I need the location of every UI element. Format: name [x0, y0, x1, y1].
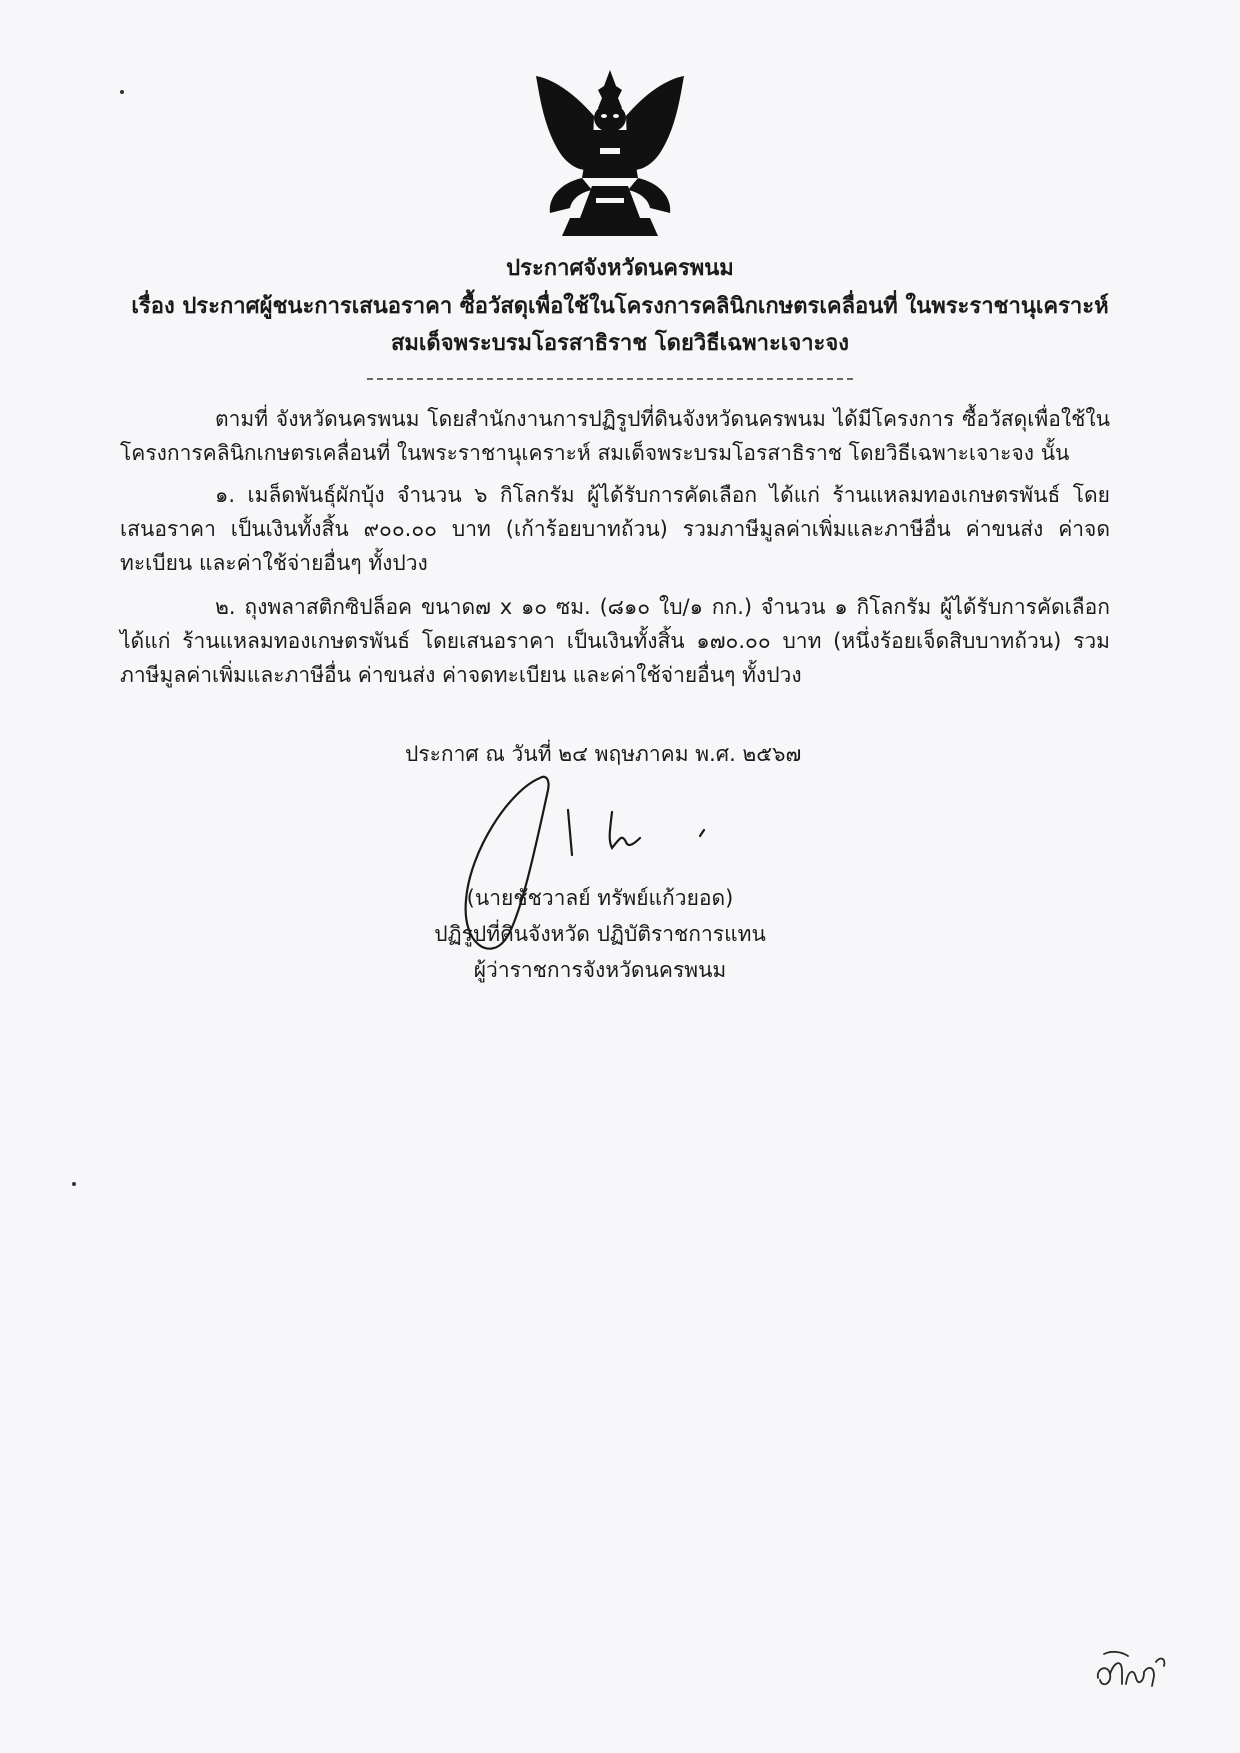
header-divider	[367, 378, 853, 380]
item-2-paragraph: ๒. ถุงพลาสติกซิปล็อค ขนาด๗ x ๑๐ ซม. (๘๑๐ ใบ/๑ กก.) จำนวน ๑ กิโลกรัม ผู้ได้รับการคัดเลือก ได้แก่ ร้านแหลมทองเกษตรพันธ์ โดยเสนอราคา เป็นเงินทั้งสิ้น ๑๗๐.๐๐ บาท (หนึ่งร้อยเจ็ดสิบบาทถ้วน) รวมภาษีมูลค่าเพิ่มและภาษีอื่น ค่าขนส่ง ค่าจดทะเบียน และค่าใช้จ่ายอื่นๆ ทั้งปวง	[120, 595, 1110, 687]
announcement-date: ประกาศ ณ วันที่ ๒๔ พฤษภาคม พ.ศ. ๒๕๖๗	[405, 742, 802, 766]
signatory-block	[420, 880, 780, 988]
announcement-title: ประกาศจังหวัดนครพนม	[506, 256, 734, 281]
item-1-paragraph: ๑. เมล็ดพันธุ์ผักบุ้ง จำนวน ๖ กิโลกรัม ผู้ได้รับการคัดเลือก ได้แก่ ร้านแหลมทองเกษตรพันธ์ โดยเสนอราคา เป็นเงินทั้งสิ้น ๙๐๐.๐๐ บาท (เก้าร้อยบาทถ้วน) รวมภาษีมูลค่าเพิ่มและภาษีอื่น ค่าขนส่ง ค่าจดทะเบียน และค่าใช้จ่ายอื่นๆ ทั้งปวง	[120, 483, 1110, 575]
signatory-position: ปฏิรูปที่ดินจังหวัด ปฏิบัติราชการแทน	[434, 922, 766, 946]
paper-speck	[120, 90, 124, 94]
handwritten-initial	[1092, 1648, 1172, 1698]
signatory-name: (นายชัชวาลย์ ทรัพย์แก้วยอด)	[466, 886, 734, 910]
garuda-emblem-icon	[530, 68, 690, 243]
announcement-subject-line2: สมเด็จพระบรมโอรสาธิราช โดยวิธีเฉพาะเจาะจง	[390, 331, 850, 356]
paper-speck	[72, 1182, 76, 1186]
intro-paragraph: ตามที่ จังหวัดนครพนม โดยสำนักงานการปฏิรูปที่ดินจังหวัดนครพนม ได้มีโครงการ ซื้อวัสดุเพื่อใช้ในโครงการคลินิกเกษตรเคลื่อนที่ ในพระราชานุเคราะห์ สมเด็จพระบรมโอรสาธิราช โดยวิธีเฉพาะเจาะจง นั้น	[120, 407, 1110, 465]
signatory-office: ผู้ว่าราชการจังหวัดนครพนม	[473, 958, 727, 982]
announcement-subject-line1: เรื่อง ประกาศผู้ชนะการเสนอราคา ซื้อวัสดุเพื่อใช้ในโครงการคลินิกเกษตรเคลื่อนที่ ในพระราชานุเคราะห์	[131, 294, 1109, 319]
